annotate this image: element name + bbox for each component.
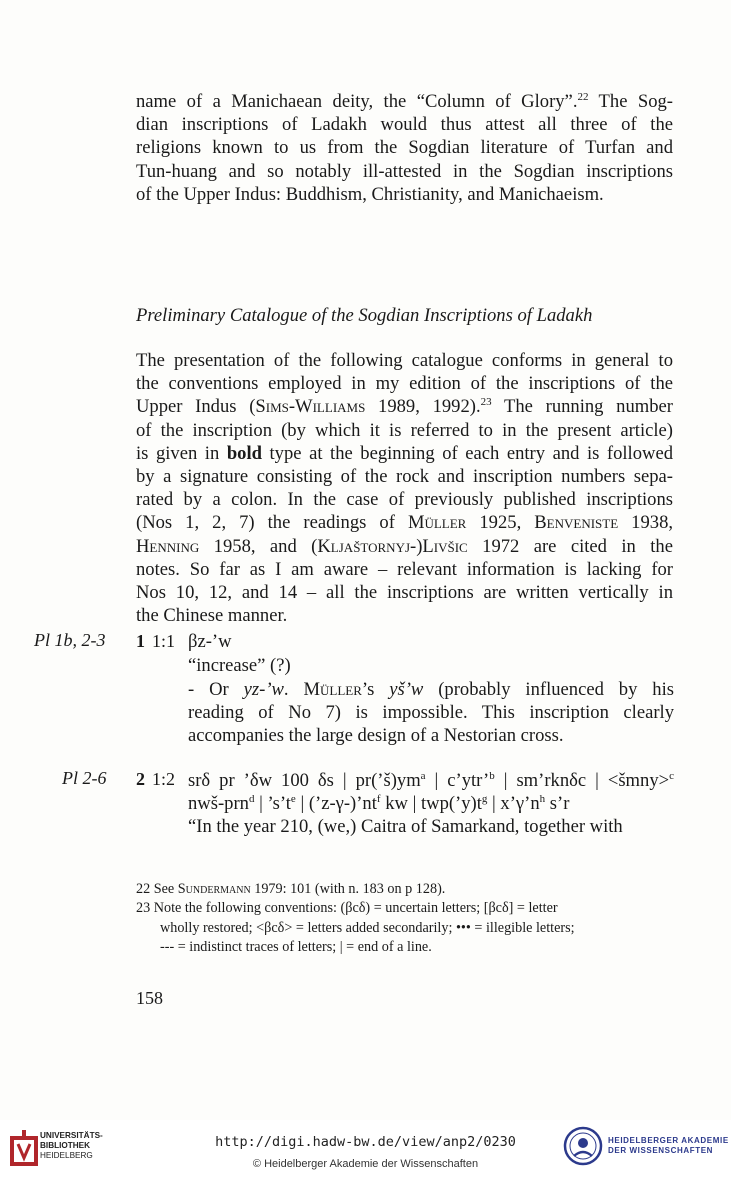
text-line: (Nos 1, 2, 7) the readings of Müller 1925, Benveniste 1938, [136, 512, 674, 534]
author-name: Benveniste [534, 512, 619, 534]
author-name: Sundermann [177, 881, 251, 897]
footnote-23-cont: wholly restored; <βcδ> = letters added secondarily; ••• = illegible letters; [160, 919, 575, 936]
footnote-23: 23 Note the following conventions: (βcδ) = uncertain letters; [βcδ] = letter [136, 900, 558, 917]
text-line: of the inscription (by which it is referred to in the present article) [136, 419, 673, 441]
text-line: name of a Manichaean deity, the “Column of Glory”.$^{22}$ The Sog- [136, 91, 673, 112]
text-line: by a signature consisting of the rock and inscription numbers sepa- [136, 466, 673, 488]
page-number: 158 [136, 988, 163, 1008]
text-line: Upper Indus (Sims-Williams 1989, 1992).$^{23}$ The running number [136, 396, 673, 418]
transcription [188, 769, 674, 815]
footnote-23-cont: --- = indistinct traces of letters; | = end of a line. [160, 939, 432, 956]
footnote-ref[interactable]: 23 [480, 396, 492, 409]
entry-signature: 1:2 [152, 769, 176, 789]
entry-number: 2 [136, 769, 145, 789]
author-name: Müller [303, 679, 362, 700]
author-name: Müller [407, 512, 467, 534]
viewer-footer [0, 1120, 731, 1177]
transcription: βz-’w [188, 631, 232, 652]
footnotes [136, 880, 673, 958]
intro-paragraph [136, 90, 673, 206]
copyright-notice: © Heidelberger Akademie der Wissenschaften [252, 1158, 479, 1170]
section-heading: Preliminary Catalogue of the Sogdian Inscriptions of Ladakh [136, 305, 593, 326]
text-line: religions known to us from the Sogdian literature of Turfan and [136, 137, 673, 159]
entry-number: 1 [136, 631, 145, 651]
text-line: accompanies the large design of a Nestorian cross. [188, 725, 564, 747]
text-line: the conventions employed in my edition of the inscriptions of the [136, 373, 673, 395]
text-line: reading of No 7) is impossible. This inscription clearly [188, 702, 674, 724]
text-line: Nos 10, 12, and 14 – all the inscriptions are written vertically in [136, 582, 673, 604]
academy-name: HEIDELBERGER AKADEMIE DER WISSENSCHAFTEN [608, 1136, 729, 1155]
translation: “In the year 210, (we,) Caitra of Samarkand, together with [188, 816, 623, 837]
text-line: Henning 1958, and (Kljaštornyj-)Livšic 1972 are cited in the [136, 535, 673, 557]
footnote-ref[interactable]: 22 [577, 91, 589, 103]
text-line: Tun-huang and so notably ill-attested in the Sogdian inscriptions [136, 160, 673, 182]
library-name: UNIVERSITÄTS- BIBLIOTHEK HEIDELBERG [40, 1131, 103, 1160]
text-line: dian inscriptions of Ladakh would thus attest all three of the [136, 114, 673, 136]
text-line: of the Upper Indus: Buddhism, Christianity, and Manichaeism. [136, 183, 604, 205]
footnote-22: 22 See Sundermann 1979: 101 (with n. 183 on p 128). [136, 881, 446, 897]
author-name: Livšic [422, 535, 468, 557]
translation: “increase” (?) [188, 655, 291, 676]
text-line: is given in bold type at the beginning of each entry and is followed [136, 442, 673, 464]
main-paragraph [136, 349, 673, 627]
author-name: Henning [136, 535, 200, 557]
text-line: The presentation of the following catalogue conforms in general to [136, 350, 673, 371]
text-line: notes. So far as I am aware – relevant information is lacking for [136, 558, 673, 580]
text-line: srδ pr ’δw 100 δs | $pr(’š)ym^a$ | c’ytr’$^b$ | sm’rknδc | <šmny>$^c$ [188, 770, 674, 791]
text-line: nwš-prn$^d$ | $’s’t^e$ | $(’z-\gamma-)’nt^f$ kw | $twp(’y)t^g$ | $x’\gamma’n^h$ s’r [188, 793, 570, 815]
entry-signature: 1:1 [152, 631, 176, 651]
text-line: rated by a colon. In the case of previously published inscriptions [136, 489, 673, 511]
text-line: the Chinese manner. [136, 605, 288, 627]
plate-reference: Pl 1b, 2-3 [34, 630, 106, 650]
author-name: Kljaštornyj- [317, 535, 417, 557]
page-url-link[interactable]: http://digi.hadw-bw.de/view/anp2/0230 [215, 1134, 516, 1150]
bold-word: bold [226, 442, 262, 464]
entry-note [188, 678, 674, 748]
plate-reference: Pl 2-6 [62, 768, 107, 788]
text-line: - Or yz-’w. Müller’s yš’w (probably influenced by his [188, 679, 674, 700]
academy-seal-icon [563, 1126, 603, 1166]
author-name: Sims-Williams [255, 396, 366, 418]
